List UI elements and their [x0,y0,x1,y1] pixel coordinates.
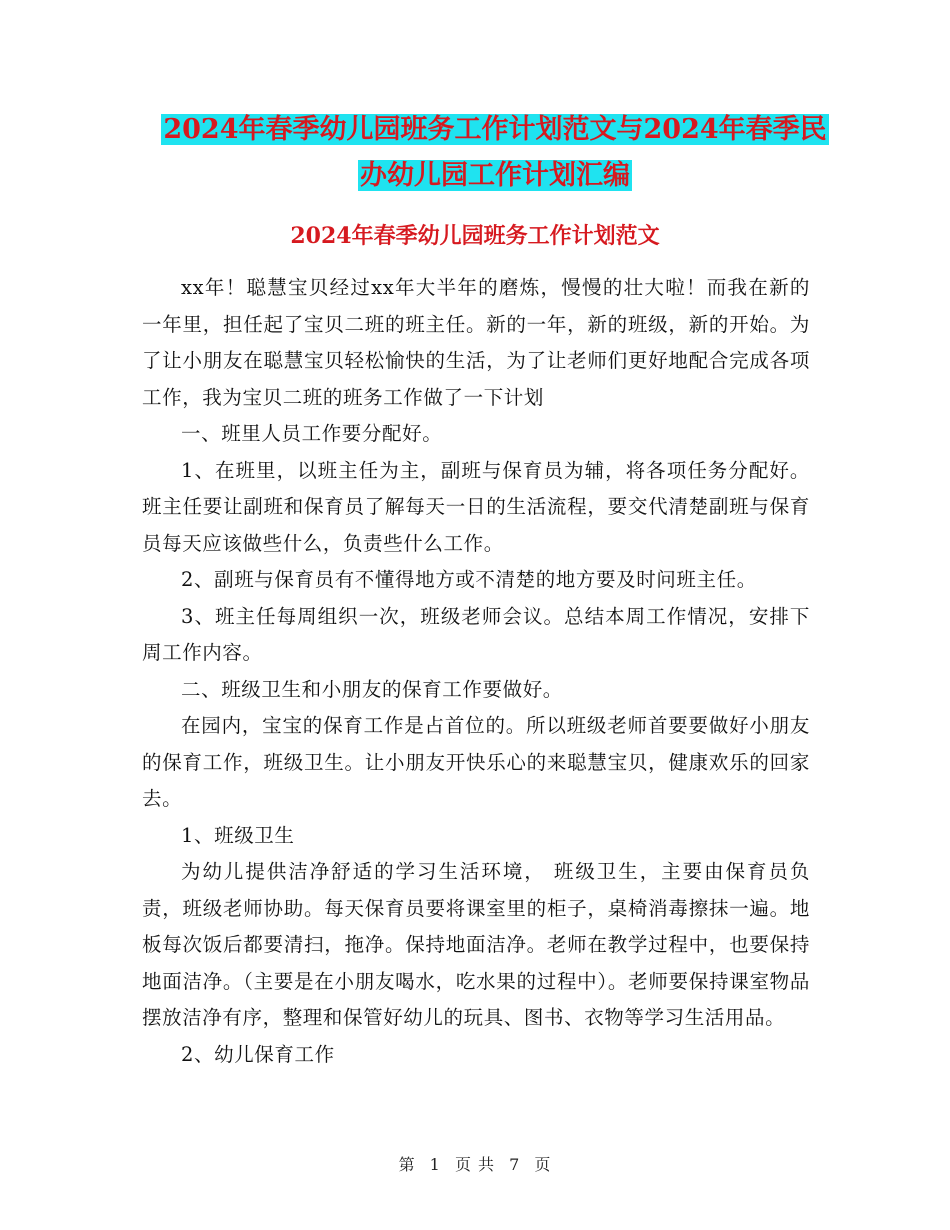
paragraph: 2、幼儿保育工作 [181,1042,335,1066]
paragraph: 1、在班里，以班主任为主，副班与保育员为辅，将各项任务分配好。班主任要让副班和保育员了解每天一日的生活流程，要交代清楚副班与保育员每天应该做些什么，负责些什么工作。 [142,458,810,555]
paragraph: 二、班级卫生和小朋友的保育工作要做好。 [181,677,563,701]
footer-middle: 页 共 [454,1155,496,1174]
paragraph: xx年！聪慧宝贝经过xx年大半年的磨炼，慢慢的壮大啦！而我在新的一年里，担任起了宝贝二班的班主任。新的一年，新的班级，新的开始。为了让小朋友在聪慧宝贝轻松愉快的生活，为了让老师们更好地配合完成各项工作，我为宝贝二班的班务工作做了一下计划 [142,276,810,409]
footer-total-pages: 7 [509,1155,521,1174]
paragraph: 一、班里人员工作要分配好。 [181,422,443,445]
title-highlight: 2024年春季幼儿园班务工作计划范文与2024年春季民 [163,114,827,145]
document-body [142,270,810,1073]
paragraph: 在园内，宝宝的保育工作是占首位的。所以班级老师首要要做好小朋友的保育工作，班级卫生。让小朋友开快乐心的来聪慧宝贝，健康欢乐的回家去。 [142,714,810,810]
paragraph: 1、班级卫生 [181,823,295,847]
document-title-line-2 [140,150,850,202]
paragraph: 2、副班与保育员有不懂得地方或不清楚的地方要及时问班主任。 [181,568,757,591]
title-highlight: 办幼儿园工作计划汇编 [360,160,630,191]
document-title-line-1 [140,104,850,156]
paragraph: 3、班主任每周组织一次，班级老师会议。总结本周工作情况，安排下周工作内容。 [142,604,810,664]
footer-suffix: 页 [534,1155,552,1174]
page-footer [0,1152,950,1175]
section-title: 2024年春季幼儿园班务工作计划范文 [290,223,660,249]
paragraph: 为幼儿提供洁净舒适的学习生活环境， 班级卫生，主要由保育员负责，班级老师协助。每天保育员要将课室里的柜子，桌椅消毒擦抹一遍。地板每次饭后都要清扫，拖净。保持地面洁净。老师在教学过程中，也要保持地面洁净。（主要是在小朋友喝水，吃水果的过程中）。老师要保持课室物品摆放洁净有序，整理和保管好幼儿的玩具、图书、衣物等学习生活用品。 [142,860,810,1029]
footer-page-number: 1 [429,1155,441,1174]
footer-prefix: 第 [398,1155,416,1174]
